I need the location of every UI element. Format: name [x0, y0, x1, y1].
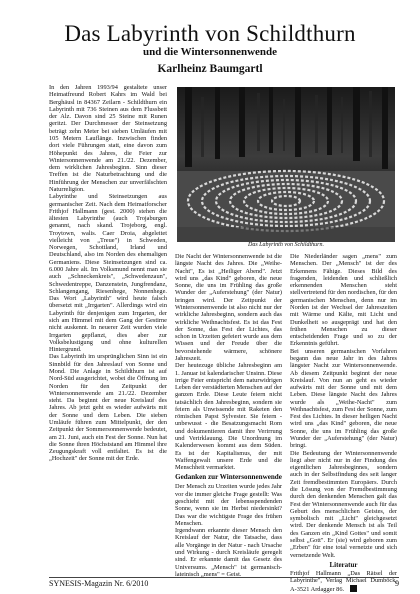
photo-caption: Das Labyrinth von Schildthurn.: [248, 242, 324, 248]
article-subtitle: und die Wintersonnenwende: [142, 46, 278, 58]
magazine-issue: SYNESIS-Magazin Nr. 6/2010: [49, 579, 149, 588]
labyrinth-photo: [177, 87, 395, 242]
literature-heading: Literatur: [329, 560, 358, 569]
paragraph: Irgendwann erkannte dieser Mensch den Kreislauf der Natur, die Tatsache, dass alle Vorgänge in der Natur - nach Ursache und Wirkung - durch Kreisläufe geregelt sind. Er erkannte damit das Gesetz des Universums. „Mensch" ist germanisch-lateinisch „mens" = Geist.: [175, 527, 282, 578]
paragraph: Die Bedeutung der Wintersonnenwende liegt aber nicht nur in der Findung des eigentlichen Jahresbeginnes, sondern auch in der Selbstfindung des seit langer Zeit fremdbestimmten Europäers. Durch die Lösung von der Fremdbestimmung durch den denkenden Menschen galt das Fest der Wintersonnenwende auch für das Geburt des menschlichen Geistes, der symbolisch mit „Licht" gleichgesetzt wird. Der denkende Mensch ist als Teil des Ganzen ein „Kind Gottes" und somit selbst „Gott". Er (sie) wird geboren zum „Erben" für eine total vernetzte und sich vernetzende Welt.: [290, 449, 397, 559]
paragraph: Der heutezuge übliche Jahresbeginn am 1. Januar ist kalendarischer Unsinn. Diese irrige Feier entspricht dem naturwidrigen Leben der verstädterten Menschen auf der ganzen Erde. Diese Leute feiern nicht tatsächlich den Jahresbeginn, sondern sie feiern als Unwissende mit Raketen den römischen Papst Sylvester. Sie feiern - unbewusst - die Besatzungsmacht Rom und dokumentieren damit ihre Verirrung und Verirklauung. Die Unordnung im Kalenderwesen kommt aus dem Süden. Es ist der Kapitalismus, der mit Waffengewalt unsere Erde und die Menschheit vermarktet.: [175, 362, 282, 472]
literature-reference: [290, 570, 397, 593]
paragraph: In den Jahren 1993/94 gestaltete unser Heimatfreund Robert Kahrs im Wald bei Berghäusl in 84367 Zeilarn - Schildthurn ein Labyrinth mit 736 Steinen aus dem Flussbett der Alz. Davon sind 25 Steine mit Runen geritzt. Der Durchmesser der Steinsetzung beträgt zehn Meter bei sieben Umläufen mit 105 Metern Lauflänge. Inzwischen finden dort viele Führungen statt, eine davon zum Höhepunkt des Jahres, die Feier zur Wintersonnenwende am 21./22. Dezember, dem wirklichen Jahresbeginn. Sinn dieser Treffen ist die Naturbetrachtung und die Hinführung der Menschen zur unverfälschten Naturreligion.: [49, 84, 167, 193]
literature-text: Frithjof Hallmann „Das Rätsel der Labyrinthe", Verlag Michael Dumböck, A-3521 Ardagger 86.: [290, 570, 397, 593]
column-1: [49, 84, 167, 576]
article-title: Das Labyrinth von Schildthurn: [64, 21, 356, 46]
paragraph: Die Nacht der Wintersonnenwende ist die längste Nacht des Jahres. Die „Weihe-Nacht", Es ist „Heiliger Abend". Jetzt wird uns „das Kind" geboren, die neue Sonne, die uns im Frühling das große Wunder der „Auferstehung" (der Natur) bringen wird. Der Zeitpunkt der Wintersonnenwende ist also nicht nur der wirkliche Jahresbeginn, sondern auch das wirkliche Weihnachtsfest. Es ist das Fest der Sonne, das Fest der Lichtes, das schon in Urzeiten gefeiert wurde aus dem Wissen und der Freude über die bevorstehende wärmere, schönere Jahreszeit.: [175, 253, 282, 362]
column-2: [175, 253, 282, 578]
paragraph: Das Labyrinth im ursprünglichen Sinn ist ein Sinnbild für den Jahreslauf von Sonne und Mond. Die Anlage in Schildthurn ist auf Nord-Süd ausgerichtet, wobei die Öffnung im Norden für den Zeitpunkt der Wintersonnenwende am 21./22. Dezember steht. Da beginnt der neue Kreislauf des Jahres. Ab jetzt geht es wieder aufwärts mit der Sonne und dem Leben. Die sieben Umläufe führen zum Mittelpunkt, der den Zeitpunkt der Sommersonnenwende bedeutet, am 21. Juni, auch ein Fest der Sonne. Nun hat die Sonne ihren Höchststand am Himmel ihre Zeugungskraft voll entfaltet. Es ist die „Hochzeit" der Sonne mit der Erde.: [49, 353, 167, 463]
page-number: 9: [395, 579, 399, 588]
article-author: Karlheinz Baumgartl: [157, 63, 263, 75]
paragraph: Die Niederländer sagen „mens" zum Menschen. Der „Mensch" ist der des Erkennens Fähige. Dieses Bild des fragenden, leidenden und schließlich erkennenden Menschen steht stellvertretend für den nordischen, für den germanischen Menschen, denn nur im Norden ist der Wechsel der Jahreszeiten mit Wärme und Kälte, mit Licht und Dunkelheit so ausgeprägt und hat den frühen Menschen zu dieser entscheidenden Frage und so zu der Erkenntnis geführt.: [290, 253, 397, 348]
paragraph: Der Mensch zu Urzeiten wurde jedes Jahr vor die immer gleiche Frage gestellt: Was geschieht mit der lebensspendenden Sonne, wenn sie im Herbst niedersinkt? Das war die wichtigste Frage des frühen Menschen.: [175, 483, 282, 527]
page-footer: [49, 577, 399, 588]
end-of-article-mark: [350, 585, 357, 592]
labyrinth-photo-image: [177, 87, 395, 242]
section-subheading: Gedanken zur Wintersonnenwende: [175, 473, 282, 482]
paragraph: Bei unseren germanischen Vorfahren begann das neue Jahr in des Jahres längster Nacht zur Wintersonnenwende. Ab diesem Zeitpunkt beginnt der neue Kreislauf. Von nun an geht es wieder aufwärts mit der Sonne und mit dem Leben. Diese längste Nacht des Jahres wurde als „Weihe-Nacht" zum Weihnachtsfest, zum Fest der Sonne, zum Fest des Lichtes. In dieser heiligen Nacht wird uns „das Kind" geboren, die neue Sonne, die uns im Frühling das große Wunder der „Auferstehung" (der Natur) bringt.: [290, 347, 397, 450]
paragraph: Labyrinthe und Steinsetzungen aus germanischer Zeit. Nach dem Heimatforscher Frithjof Hallmann (gest. 2000) stehen die ältesten Labyrinthe (auch Trojaburgen genannt, nach skand. Trojeborg, engl. Troytown, walis. Caer Droia, abgeleitet vielleicht von „Treue") in Schweden, Norwegen, Schottland, Irland und Deutschland, also im Norden des ehemaligen Germaniens. Diese Steinsetzungen sind ca. 6.000 Jahre alt. Im Volksmund nennt man sie auch „Schneckenkreis", „Schwedenzaun", Schwedentreppe, Danzenstein, Jungfrendanz, Schlangengang, Riesenhege, Nonnenhege. Das Wort „Labyrinth" wird heute falsch übersetzt mit „Irrgarten". Allerdings wird ein Labyrinth für denjenigen zum Irrgarten, der sich am Himmel mit dem Gang der Gestirne nicht auskennt. In neuerer Zeit wurden viele Irrgarten gepflanzt, dies aber zur Volksbelustigung und ohne kulturellen Hintergrund.: [49, 193, 167, 354]
column-3: [290, 253, 397, 593]
